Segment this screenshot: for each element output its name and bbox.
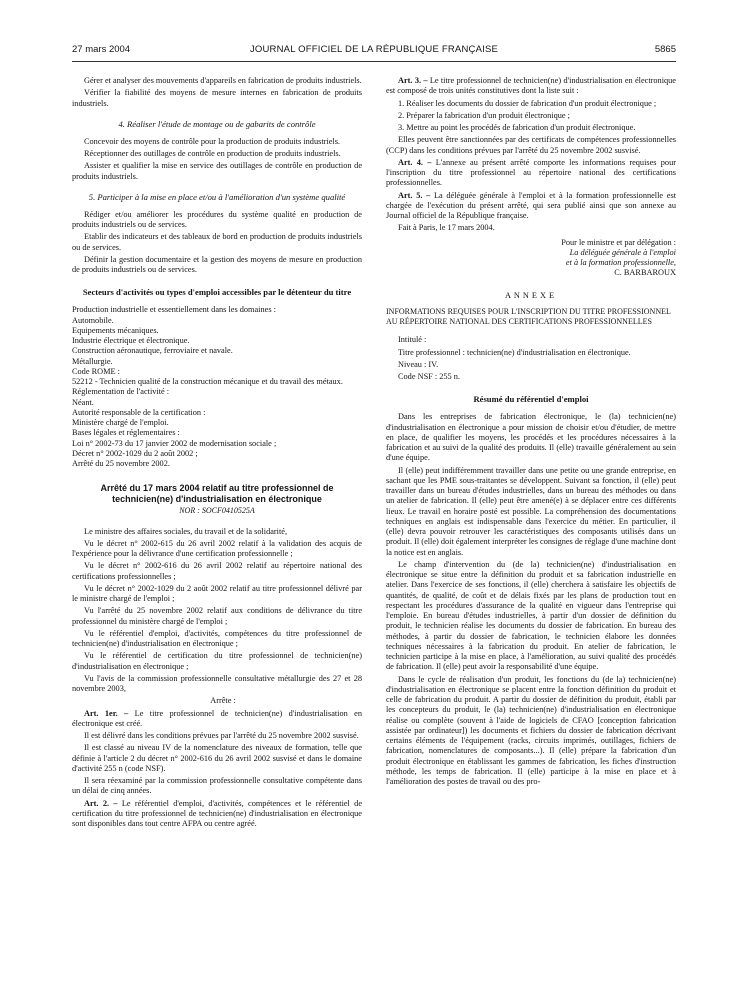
signature-block: [386, 238, 676, 279]
article-label: Art. 2. –: [84, 798, 118, 808]
paragraph: Il sera réexaminé par la commission professionnelle consultative compétente dans un délai de cinq années.: [72, 776, 362, 796]
paragraph: Dans le cycle de réalisation d'un produit, les fonctions du (de la) technicien(ne) d'industrialisation en électronique se placent entre la fonction définition du produit et celle de fabrication du produit. A partir du dossier de définition du produit, établi par les concepteurs du produit, le (la) technicien(ne) d'industrialisation en électronique réalise ou complète (souvent à l'aide de logiciels de CFAO [conception fabrication assistée par ordinateur]) les documents et fichiers du dossier de fabrication décrivant certains éléments de l'équipement (racks, circuits imprimés, outillages, fichiers de fabrication, nomenclatures de composants...). Il (elle) prépare la fabrication d'un produit électronique en établissant les gammes de fabrication, les fiches d'instruction méthode, les temps de fabrication. Il (elle) participe à la mise en place et à l'amélioration des postes de travail ou des pro-: [386, 674, 676, 786]
paragraph: Etablir des indicateurs et des tableaux de bord en production de produits industriels ou de services.: [72, 232, 362, 252]
paragraph: Elles peuvent être sanctionnées par des certificats de compétences professionnelles (CCP) dans les conditions prévues par l'arrêté du 25 novembre 2002 susvisé.: [386, 135, 676, 155]
list-item: Code ROME :: [72, 366, 120, 376]
section-title: Secteurs d'activités ou types d'emploi accessibles par le détenteur du titre: [82, 287, 352, 298]
list-item: Equipements mécaniques.: [72, 325, 159, 335]
paragraph: Niveau : IV.: [398, 359, 439, 369]
signature-line: Pour le ministre et par délégation :: [561, 237, 676, 247]
paragraph: Vu le référentiel de certification du titre professionnel de technicien(ne) d'industrialisation en électronique ;: [72, 651, 362, 671]
article-text: Le référentiel d'emploi, d'activités, compétences et le référentiel de certification du titre professionnel de technicien(ne) d'industrialisation en électronique sont disponibles dans tout centre AFPA ou centre agréé.: [72, 798, 363, 828]
list-item: 2. Préparer la fabrication d'un produit électronique ;: [398, 110, 570, 120]
paragraph: Il est classé au niveau IV de la nomenclature des niveaux de formation, telle que définie à l'article 2 du décret n° 2002-616 du 26 avril 2002 susvisé et dans le domaine d'activité 255 n (code NSF).: [72, 743, 362, 773]
page-header: [72, 44, 676, 58]
paragraph: Assister et qualifier la mise en service des outillages de contrôle en production de produits industriels.: [72, 161, 362, 181]
list-item: Production industrielle et essentiellement dans les domaines :: [72, 305, 276, 315]
list-item: Réglementation de l'activité :: [72, 387, 170, 397]
article-3: [386, 76, 676, 97]
list-item: 1. Réaliser les documents du dossier de fabrication d'un produit électronique ;: [398, 98, 657, 108]
paragraph: Dans les entreprises de fabrication électronique, le (la) technicien(ne) d'industrialisation en électronique a pour mission de choisir et/ou d'étudier, de mettre en place, de qualifier les moyens, les procédés et les procédures nécessaires à la fabrication et au suivi de la qualité des produits. Il (elle) travaille généralement au sein d'une équipe.: [386, 412, 676, 463]
article-label: Art. 3. –: [398, 76, 428, 85]
list-item: Décret n° 2002-1029 du 2 août 2002 ;: [72, 448, 198, 458]
right-column: [386, 76, 676, 789]
subheading: 4. Réaliser l'étude de montage ou de gabarits de contrôle: [118, 118, 316, 129]
paragraph: Rédiger et/ou améliorer les procédures du système qualité en production de produits industriels ou de services.: [72, 209, 362, 229]
paragraph: Concevoir des moyens de contrôle pour la production de produits industriels.: [84, 136, 341, 146]
list-item: 52212 - Technicien qualité de la construction mécanique et du travail des métaux.: [72, 377, 343, 386]
article-1: [72, 709, 362, 730]
list-item: Construction aéronautique, ferroviaire et navale.: [72, 346, 233, 356]
paragraph: Intitulé :: [398, 335, 427, 345]
list-item: Autorité responsable de la certification :: [72, 407, 206, 417]
article-text: La déléguée générale à l'emploi et à la formation professionnelle est chargée de l'exécution du présent arrêté, qui sera publié ainsi que son annexe au Journal officiel de la République française.: [386, 190, 676, 220]
list-item: Loi n° 2002-73 du 17 janvier 2002 de modernisation sociale ;: [72, 438, 277, 448]
signature-line: La déléguée générale à l'emploi: [569, 247, 676, 257]
article-4: [386, 158, 676, 189]
article-label: Art. 4. –: [398, 157, 432, 167]
paragraph: Vu le décret n° 2002-616 du 26 avril 2002 relatif au répertoire national des certifications professionnelles ;: [72, 561, 362, 581]
header-date: 27 mars 2004: [72, 44, 131, 55]
paragraph: Titre professionnel : technicien(ne) d'industrialisation en électronique.: [398, 347, 631, 357]
annexe-heading: ANNEXE: [504, 290, 558, 300]
paragraph: Réceptionner des outillages de contrôle en production de produits industriels.: [84, 149, 341, 158]
article-text: L'annexe au présent arrêté comporte les informations requises pour l'inscription du titre professionnel au répertoire national des certifications professionnelles.: [386, 157, 676, 188]
paragraph: Définir la gestion documentaire et la gestion des moyens de mesure en production de produits industriels ou de services.: [72, 254, 362, 274]
signatory-name: C. BARBAROUX: [614, 268, 676, 278]
place-date: Fait à Paris, le 17 mars 2004.: [398, 223, 495, 233]
article-5: [386, 191, 676, 222]
left-column: [72, 76, 362, 831]
list-item: Néant.: [72, 397, 94, 407]
sector-list: [72, 305, 362, 469]
article-text: Le titre professionnel de technicien(ne) d'industrialisation en électronique est composé de trois unités constitutives dont la liste suit :: [386, 76, 676, 96]
list-item: Automobile.: [72, 315, 114, 325]
signature-line: et à la formation professionnelle,: [565, 258, 676, 267]
paragraph: Vu l'avis de la commission professionnelle consultative métallurgie des 27 et 28 novembre 2003,: [72, 673, 362, 693]
section-title: Résumé du référentiel d'emploi: [473, 394, 589, 405]
paragraph: Le ministre des affaires sociales, du travail et de la solidarité,: [84, 526, 288, 536]
page-number: 5865: [654, 44, 676, 55]
paragraph: Vu le décret n° 2002-1029 du 2 août 2002 relatif au titre professionnel délivré par le ministre chargé de l'emploi ;: [72, 583, 362, 603]
subheading: 5. Participer à la mise en place et/ou à l'amélioration d'un système qualité: [88, 191, 346, 202]
paragraph: Vu le référentiel d'emploi, d'activités, compétences du titre professionnel de technicien(ne) d'industrialisation en électronique ;: [72, 628, 362, 648]
article-2: [72, 799, 362, 830]
arrete-label: Arrête :: [210, 696, 236, 706]
paragraph: Code NSF : 255 n.: [398, 372, 461, 381]
paragraph: Vérifier la fiabilité des moyens de mesure internes en fabrication de produits industriels.: [72, 88, 362, 108]
paragraph: Vu l'arrêté du 25 novembre 2002 relatif aux conditions de délivrance du titre professionnel du ministère chargé de l'emploi ;: [72, 606, 362, 626]
list-item: Ministère chargé de l'emploi.: [72, 418, 169, 427]
nor-reference: NOR : SOCF0410525A: [179, 506, 255, 516]
paragraph: Gérer et analyser des mouvements d'appareils en fabrication de produits industriels.: [84, 76, 362, 85]
paragraph: Le champ d'intervention du (de la) technicien(ne) d'industrialisation en électronique se situe entre la définition du produit et sa fabrication industrielle en atelier. Dans l'exercice de ses fonctions, il (elle) cherchera à satisfaire les objectifs de quantités, de qualité, de coût et de délais fixés par les plans de production tout en respectant les procédures d'assurance de la qualité en vigueur dans l'entreprise qui l'emploie. En bureau d'études industrielles, à partir d'un dossier de définition du produit, le technicien réalise les documents du dossier de fabrication. En bureau des méthodes, à partir du dossier de fabrication, le technicien élabore les données techniques nécessaires à la fabrication du produit. En atelier de fabrication, le technicien participe à la mise en place, à l'amélioration, au suivi qualité des procédés de fabrication. Il (elle) peut avoir la responsabilité d'une équipe.: [386, 559, 676, 672]
list-item: 3. Mettre au point les procédés de fabrication d'un produit électronique.: [398, 123, 636, 132]
article-text: Le titre professionnel de technicien(ne) d'industrialisation en électronique est créé.: [72, 708, 362, 728]
header-rule: [72, 61, 676, 62]
article-label: Art. 5. –: [398, 190, 431, 200]
decree-title: Arrêté du 17 mars 2004 relatif au titre professionnel de technicien(ne) d'industrialisation en électronique: [100, 483, 334, 504]
paragraph: Il (elle) peut indifféremment travailler dans une petite ou une grande entreprise, en sachant que les PME sous-traitantes se développent. Suivant sa fonction, il (elle) peut travailler dans un bureau d'études industrielles, dans un bureau des méthodes ou dans un atelier de fabrication. Il (elle) peut être amené(e) à se déplacer entre ces différents lieux. Le travail en horaire posté est possible. La compréhension des documentations techniques en anglais est indispensable dans l'exercice du métier. En particulier, il (elle) devra pouvoir retrouver les caractéristiques des composants utilisés dans un produit. Il (elle) doit également interpréter les consignes de réglage d'une machine dont la notice est en anglais.: [386, 465, 676, 557]
journal-title: JOURNAL OFFICIEL DE LA RÉPUBLIQUE FRANÇAISE: [249, 44, 499, 55]
list-item: Métallurgie.: [72, 356, 113, 366]
list-item: Bases légales et réglementaires :: [72, 428, 180, 438]
paragraph: Vu le décret n° 2002-615 du 26 avril 2002 relatif à la validation des acquis de l'expérience pour la délivrance d'une certification professionnelle ;: [72, 538, 362, 558]
article-label: Art. 1er. –: [84, 708, 129, 718]
list-item: Arrêté du 25 novembre 2002.: [72, 459, 170, 468]
list-item: Industrie électrique et électronique.: [72, 336, 190, 345]
annexe-title: INFORMATIONS REQUISES POUR L'INSCRIPTION DU TITRE PROFESSIONNEL AU RÉPERTOIRE NATIONAL DES CERTIFICATIONS PROFESSIONNELLES: [386, 306, 671, 326]
paragraph: Il est délivré dans les conditions prévues par l'arrêté du 25 novembre 2002 susvisé.: [84, 731, 359, 740]
